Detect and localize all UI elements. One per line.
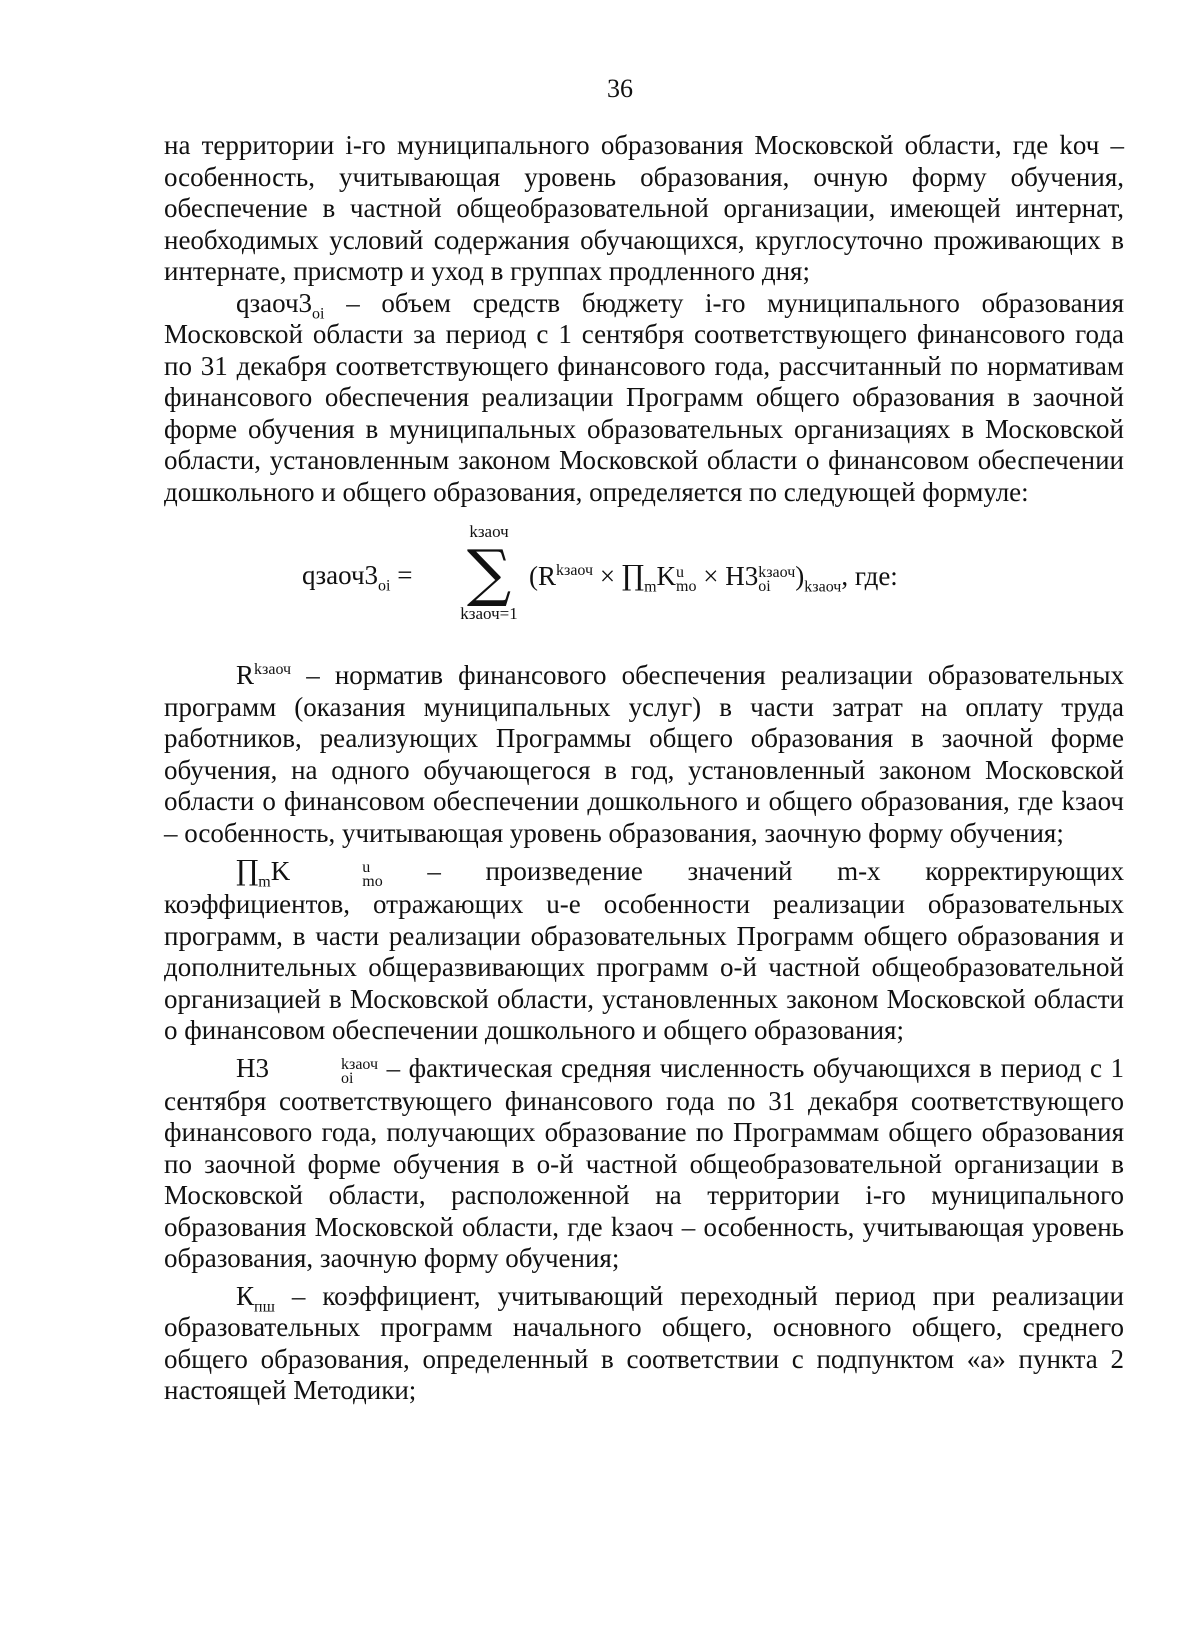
formula-k-sup: u [676,564,685,581]
formula-r-sup: kзаоч [556,562,594,579]
formula-n3-sup: kзаоч [758,564,796,581]
formula-k: K [656,561,677,591]
product-icon: ∏ [621,559,645,592]
paragraph-n3-text: – фактическая средняя численность обучающихся в период с 1 сентября соответствующего финансового года по 31 декабря соответствующего финансового года, получающих образование по Программам общего образования по заочной форме обучения в о-й частной общеобразовательной организации в Московской области, расположенной на территории i-го муниципального образования Московской области, где kзаоч – особенность, учитывающая уровень образования, заочную форму обучения; [164,1052,1124,1273]
sum-lower-limit: kзаоч=1 [460,604,518,623]
symbol-n3: Н3 [236,1052,269,1083]
symbol-r: R [236,660,255,690]
paragraph-kpsh-text: – коэффициент, учитывающий переходный период при реализации образовательных программ начального общего, основного общего, среднего общего образования, определенный в соответствии с подпунктом «а» пункта 2 настоящей Методики; [164,1280,1124,1405]
formula-lhs [302,560,413,595]
symbol-k-sup: u [362,859,371,876]
symbol-k: K [270,856,291,886]
formula-prod-sub: m [644,578,657,596]
formula-n3-scripts [758,566,795,594]
symbol-n3-sub: oi [341,1069,354,1087]
formula-n3: × Н3 [696,561,759,591]
paragraph-kpsh-definition [164,1281,1124,1407]
symbol-qzaoch-sub: oi [312,304,325,322]
sum-upper-limit: kзаоч [469,522,509,541]
formula-sum [434,523,544,623]
formula-times: × [593,561,622,591]
paragraph-r-text: – норматив финансового обеспечения реализации образовательных программ (оказания муниципальных услуг) в части затрат на оплату труда работников, реализующих Программы общего образования в заочной форме обучения, на одного обучающегося в год, установленный законом Московской области о финансовом обеспечении дошкольного и общего образования, где kзаоч – особенность, учитывающая уровень образования, заочную форму обучения; [164,660,1124,848]
symbol-kpsh-sub: пш [254,1297,275,1315]
formula-close: ) [795,561,805,591]
formula-tail: , где: [841,561,898,591]
formula-equals: = [390,560,413,590]
sigma-icon: ∑ [466,536,512,609]
paragraph-prod-text: – произведение значений m-х корректирующих коэффициентов, отражающих u-е особенности реализации образовательных программ, в части реализации образовательных Программ общего образования и дополнительных общеразвивающих программ о-й частной общеобразовательной организацией в Московской области, установленных законом Московской области о финансовом обеспечении дошкольного и общего образования; [164,856,1124,1045]
formula-r: (R [529,561,556,591]
symbol-n3-sup: kзаоч [341,1055,379,1073]
paragraph-qzaoch-text: – объем средств бюджету i-го муниципального образования Московской области за период с 1 сентября соответствующего финансового года по 31 декабря соответствующего финансового года, рассчитанный по нормативам финансового обеспечения реализации Программ общего образования в заочной форме обучения в муниципальных образовательных организациях в Московской области, установленным законом Московской области о финансовом обеспечении дошкольного и общего образования, определяется по следующей формуле: [164,287,1124,507]
formula-rhs [529,560,898,594]
formula [164,517,1124,652]
symbol-kpsh: К [236,1280,255,1311]
paragraph-qzaoch-definition [164,288,1124,509]
page-number: 36 [607,74,633,103]
product-icon: ∏ [236,854,259,887]
symbol-k-sub: mo [362,873,383,890]
symbol-k-scripts [290,861,382,889]
paragraph-prod-definition [164,855,1124,1047]
paragraph-n3-definition [164,1053,1124,1275]
formula-k-sub: mo [676,578,697,595]
symbol-r-sup: kзаоч [254,661,292,678]
formula-k-scripts [676,566,696,594]
symbol-prod-sub: m [258,873,271,891]
formula-lhs-symbol: qзаоч3 [302,560,379,590]
paragraph-r-definition [164,660,1124,849]
paragraph-continuation: на территории i-го муниципального образования Московской области, где kоч – особенность, учитывающая уровень образования, очную форму обучения, обеспечение в частной общеобразовательной организации, имеющей интернат, необходимых условий содержания обучающихся, круглосуточно проживающих в интернате, присмотр и уход в группах продленного дня; [164,130,1124,286]
body-text [164,130,1124,1407]
formula-close-sub: kзаоч [804,578,842,596]
symbol-qzaoch: qзаоч3 [236,287,313,318]
symbol-n3-scripts [269,1055,379,1087]
formula-lhs-sub: oi [378,577,391,595]
formula-n3-sub: oi [758,578,771,595]
